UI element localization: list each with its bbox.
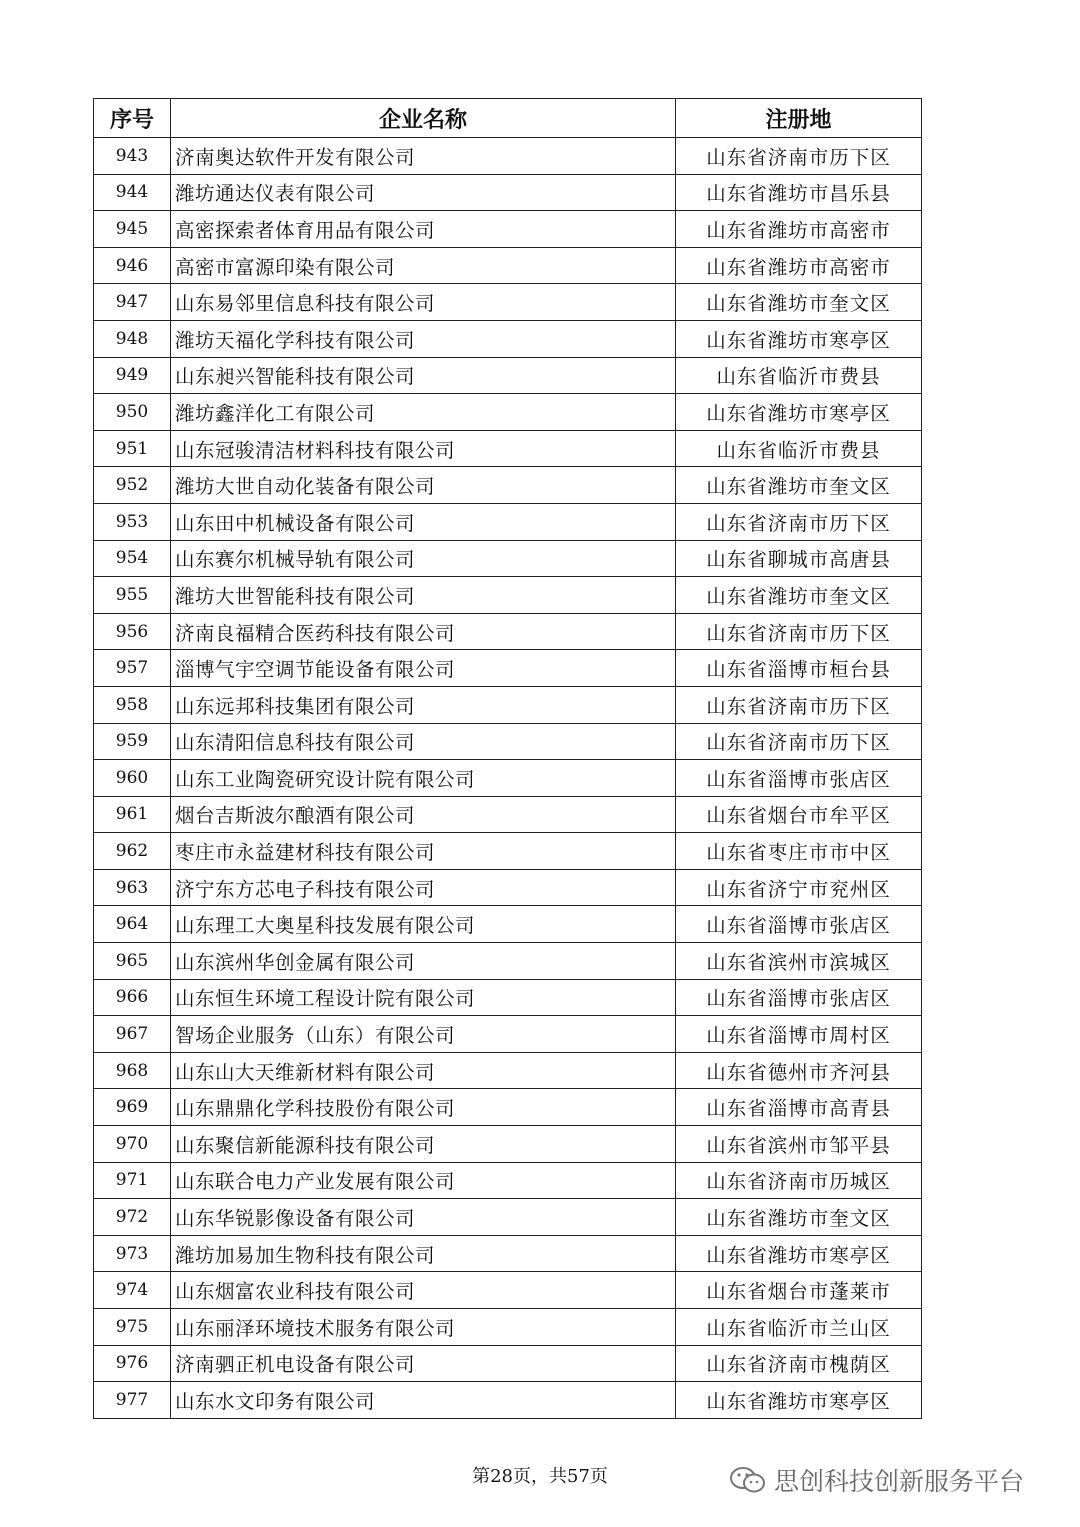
row-index: 956	[94, 613, 171, 650]
table-row	[94, 686, 922, 723]
registered-place: 山东省济南市历下区	[676, 138, 922, 175]
registered-place: 山东省潍坊市高密市	[676, 247, 922, 284]
table-row	[94, 833, 922, 870]
table-row	[94, 357, 922, 394]
company-name: 山东昶兴智能科技有限公司	[171, 357, 676, 394]
company-name: 烟台吉斯波尔酿酒有限公司	[171, 796, 676, 833]
company-name: 山东理工大奥星科技发展有限公司	[171, 906, 676, 943]
registered-place: 山东省济南市历下区	[676, 613, 922, 650]
table-row	[94, 540, 922, 577]
row-index: 949	[94, 357, 171, 394]
registered-place: 山东省滨州市邹平县	[676, 1126, 922, 1163]
company-name: 山东丽泽环境技术服务有限公司	[171, 1309, 676, 1346]
table-row	[94, 174, 922, 211]
table-row	[94, 869, 922, 906]
watermark-text: 思创科技创新服务平台	[774, 1467, 1025, 1496]
row-index: 962	[94, 833, 171, 870]
row-index: 961	[94, 796, 171, 833]
row-index: 945	[94, 211, 171, 248]
company-name: 山东清阳信息科技有限公司	[171, 723, 676, 760]
row-index: 943	[94, 138, 171, 175]
company-name: 山东赛尔机械导轨有限公司	[171, 540, 676, 577]
registered-place: 山东省淄博市张店区	[676, 906, 922, 943]
table-row	[94, 320, 922, 357]
table-row	[94, 979, 922, 1016]
table-row	[94, 503, 922, 540]
enterprise-table	[93, 98, 922, 1419]
company-name: 潍坊天福化学科技有限公司	[171, 320, 676, 357]
row-index: 947	[94, 284, 171, 321]
table-row	[94, 1052, 922, 1089]
table-row	[94, 138, 922, 175]
row-index: 968	[94, 1052, 171, 1089]
registered-place: 山东省潍坊市高密市	[676, 211, 922, 248]
registered-place: 山东省潍坊市寒亭区	[676, 320, 922, 357]
registered-place: 山东省潍坊市奎文区	[676, 284, 922, 321]
row-index: 966	[94, 979, 171, 1016]
company-name: 济南奥达软件开发有限公司	[171, 138, 676, 175]
row-index: 952	[94, 467, 171, 504]
table-row	[94, 650, 922, 687]
table-row	[94, 1126, 922, 1163]
row-index: 972	[94, 1199, 171, 1236]
company-name: 山东冠骏清洁材料科技有限公司	[171, 430, 676, 467]
company-name: 山东烟富农业科技有限公司	[171, 1272, 676, 1309]
header-index: 序号	[94, 99, 171, 138]
table-row	[94, 1016, 922, 1053]
company-name: 济南良福精合医药科技有限公司	[171, 613, 676, 650]
row-index: 963	[94, 869, 171, 906]
row-index: 969	[94, 1089, 171, 1126]
registered-place: 山东省潍坊市奎文区	[676, 1199, 922, 1236]
row-index: 950	[94, 394, 171, 431]
table-row	[94, 577, 922, 614]
registered-place: 山东省滨州市滨城区	[676, 943, 922, 980]
table-row	[94, 906, 922, 943]
registered-place: 山东省德州市齐河县	[676, 1052, 922, 1089]
registered-place: 山东省潍坊市寒亭区	[676, 1235, 922, 1272]
company-name: 山东恒生环境工程设计院有限公司	[171, 979, 676, 1016]
header-company-name: 企业名称	[171, 99, 676, 138]
company-name: 山东远邦科技集团有限公司	[171, 686, 676, 723]
company-name: 淄博气宇空调节能设备有限公司	[171, 650, 676, 687]
company-name: 高密探索者体育用品有限公司	[171, 211, 676, 248]
row-index: 951	[94, 430, 171, 467]
row-index: 965	[94, 943, 171, 980]
company-name: 枣庄市永益建材科技有限公司	[171, 833, 676, 870]
company-name: 潍坊鑫洋化工有限公司	[171, 394, 676, 431]
table-row	[94, 796, 922, 833]
registered-place: 山东省临沂市费县	[676, 430, 922, 467]
registered-place: 山东省临沂市费县	[676, 357, 922, 394]
company-name: 山东山大天维新材料有限公司	[171, 1052, 676, 1089]
company-name: 山东工业陶瓷研究设计院有限公司	[171, 760, 676, 797]
row-index: 948	[94, 320, 171, 357]
row-index: 957	[94, 650, 171, 687]
row-index: 977	[94, 1382, 171, 1419]
table-row	[94, 723, 922, 760]
row-index: 946	[94, 247, 171, 284]
registered-place: 山东省济南市历下区	[676, 723, 922, 760]
table-row	[94, 211, 922, 248]
table-row	[94, 613, 922, 650]
table-row	[94, 284, 922, 321]
table-row	[94, 1382, 922, 1419]
company-name: 潍坊加易加生物科技有限公司	[171, 1235, 676, 1272]
company-name: 山东水文印务有限公司	[171, 1382, 676, 1419]
company-name: 山东滨州华创金属有限公司	[171, 943, 676, 980]
company-name: 济南驷正机电设备有限公司	[171, 1345, 676, 1382]
table-row	[94, 394, 922, 431]
row-index: 958	[94, 686, 171, 723]
table-row	[94, 430, 922, 467]
company-name: 山东田中机械设备有限公司	[171, 503, 676, 540]
company-name: 潍坊通达仪表有限公司	[171, 174, 676, 211]
table-row	[94, 1089, 922, 1126]
company-name: 山东易邻里信息科技有限公司	[171, 284, 676, 321]
table-row	[94, 247, 922, 284]
row-index: 974	[94, 1272, 171, 1309]
header-registered-place: 注册地	[676, 99, 922, 138]
watermark	[728, 1460, 1024, 1500]
registered-place: 山东省济南市历下区	[676, 503, 922, 540]
company-name: 山东华锐影像设备有限公司	[171, 1199, 676, 1236]
table-row	[94, 1162, 922, 1199]
row-index: 964	[94, 906, 171, 943]
row-index: 953	[94, 503, 171, 540]
row-index: 955	[94, 577, 171, 614]
table-header-row	[94, 99, 922, 138]
table-row	[94, 1199, 922, 1236]
row-index: 959	[94, 723, 171, 760]
registered-place: 山东省济南市历城区	[676, 1162, 922, 1199]
registered-place: 山东省枣庄市市中区	[676, 833, 922, 870]
company-name: 潍坊大世自动化装备有限公司	[171, 467, 676, 504]
row-index: 960	[94, 760, 171, 797]
company-name: 智场企业服务（山东）有限公司	[171, 1016, 676, 1053]
table-row	[94, 1309, 922, 1346]
registered-place: 山东省潍坊市寒亭区	[676, 1382, 922, 1419]
company-name: 山东聚信新能源科技有限公司	[171, 1126, 676, 1163]
registered-place: 山东省济南市槐荫区	[676, 1345, 922, 1382]
company-name: 济宁东方芯电子科技有限公司	[171, 869, 676, 906]
row-index: 971	[94, 1162, 171, 1199]
row-index: 973	[94, 1235, 171, 1272]
registered-place: 山东省淄博市张店区	[676, 760, 922, 797]
registered-place: 山东省淄博市高青县	[676, 1089, 922, 1126]
wechat-icon	[728, 1465, 768, 1495]
table-row	[94, 760, 922, 797]
page-number: 第28页，共57页	[472, 1466, 608, 1487]
registered-place: 山东省淄博市桓台县	[676, 650, 922, 687]
registered-place: 山东省济宁市兖州区	[676, 869, 922, 906]
registered-place: 山东省潍坊市奎文区	[676, 467, 922, 504]
table-row	[94, 1235, 922, 1272]
row-index: 975	[94, 1309, 171, 1346]
row-index: 967	[94, 1016, 171, 1053]
registered-place: 山东省淄博市周村区	[676, 1016, 922, 1053]
row-index: 970	[94, 1126, 171, 1163]
registered-place: 山东省潍坊市昌乐县	[676, 174, 922, 211]
company-name: 山东鼎鼎化学科技股份有限公司	[171, 1089, 676, 1126]
table-row	[94, 1272, 922, 1309]
registered-place: 山东省聊城市高唐县	[676, 540, 922, 577]
company-name: 潍坊大世智能科技有限公司	[171, 577, 676, 614]
registered-place: 山东省临沂市兰山区	[676, 1309, 922, 1346]
company-name: 山东联合电力产业发展有限公司	[171, 1162, 676, 1199]
registered-place: 山东省潍坊市奎文区	[676, 577, 922, 614]
table-row	[94, 943, 922, 980]
registered-place: 山东省淄博市张店区	[676, 979, 922, 1016]
row-index: 944	[94, 174, 171, 211]
registered-place: 山东省烟台市蓬莱市	[676, 1272, 922, 1309]
registered-place: 山东省烟台市牟平区	[676, 796, 922, 833]
table-row	[94, 467, 922, 504]
registered-place: 山东省济南市历下区	[676, 686, 922, 723]
company-name: 高密市富源印染有限公司	[171, 247, 676, 284]
registered-place: 山东省潍坊市寒亭区	[676, 394, 922, 431]
row-index: 976	[94, 1345, 171, 1382]
row-index: 954	[94, 540, 171, 577]
table-row	[94, 1345, 922, 1382]
